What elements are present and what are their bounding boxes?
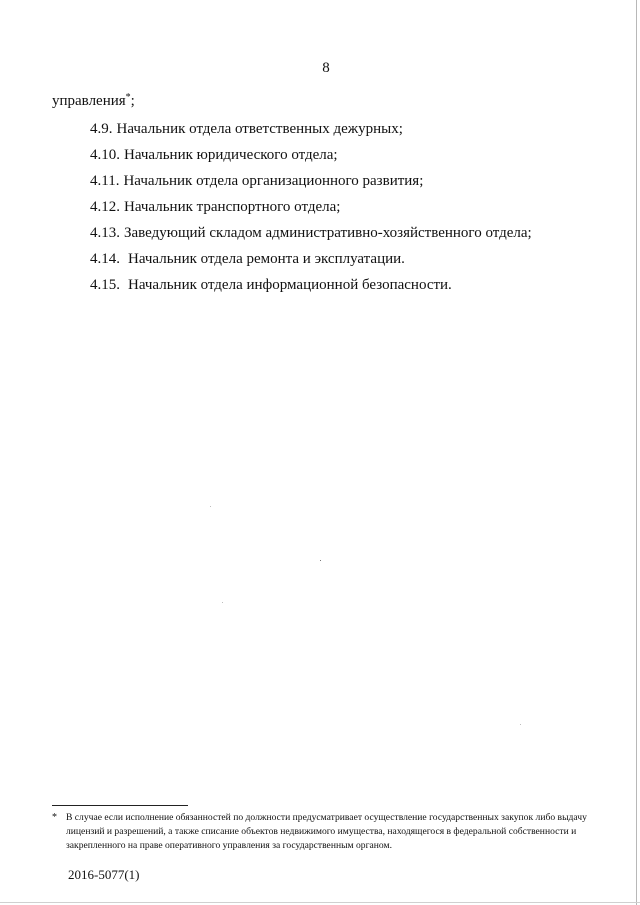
scan-speck bbox=[222, 602, 223, 603]
item-number: 4.15. bbox=[90, 277, 120, 293]
list-item bbox=[90, 171, 532, 197]
item-text: Начальник юридического отдела; bbox=[124, 147, 338, 163]
item-text: Начальник транспортного отдела; bbox=[124, 199, 341, 215]
scan-speck bbox=[210, 506, 211, 507]
item-number: 4.13. bbox=[90, 225, 120, 241]
list-item bbox=[90, 249, 532, 275]
list-item bbox=[90, 223, 532, 249]
item-number: 4.9. bbox=[90, 121, 113, 137]
list-item bbox=[90, 275, 532, 301]
list-item bbox=[90, 145, 532, 171]
continuation-text: управления bbox=[52, 93, 126, 109]
page-edge-right bbox=[636, 0, 637, 905]
item-text: Начальник отдела ответственных дежурных; bbox=[116, 121, 403, 137]
item-number: 4.10. bbox=[90, 147, 120, 163]
item-number: 4.12. bbox=[90, 199, 120, 215]
scan-speck bbox=[320, 560, 321, 561]
list-item bbox=[90, 197, 532, 223]
footnote-mark: * bbox=[52, 812, 57, 823]
continuation-line bbox=[52, 92, 135, 110]
continuation-end: ; bbox=[130, 93, 135, 109]
item-text: Начальник отдела ремонта и эксплуатации. bbox=[128, 251, 405, 267]
footnote-divider bbox=[52, 805, 188, 806]
page-edge-bottom bbox=[0, 902, 640, 903]
page-number: 8 bbox=[322, 60, 330, 76]
item-number: 4.11. bbox=[90, 173, 120, 189]
item-text: Начальник отдела информационной безопасности. bbox=[128, 277, 452, 293]
item-number: 4.14. bbox=[90, 251, 120, 267]
list-item bbox=[90, 119, 532, 145]
item-text: Заведующий складом административно-хозяйственного отдела; bbox=[124, 225, 532, 241]
footnote-text: В случае если исполнение обязанностей по должности предусматривает осуществление государственных закупок либо выдачу лицензий и разрешений, а также списание объектов недвижимого имущества, находящегося в федеральной собственности и закрепленного на праве оперативного управления за государственным органом. bbox=[66, 812, 587, 851]
footnote-reference: * bbox=[125, 92, 131, 103]
scan-speck bbox=[520, 724, 521, 725]
item-text: Начальник отдела организационного развития; bbox=[123, 173, 424, 189]
footnote bbox=[52, 811, 612, 853]
position-list bbox=[90, 119, 532, 301]
document-code: 2016-5077(1) bbox=[68, 867, 140, 882]
